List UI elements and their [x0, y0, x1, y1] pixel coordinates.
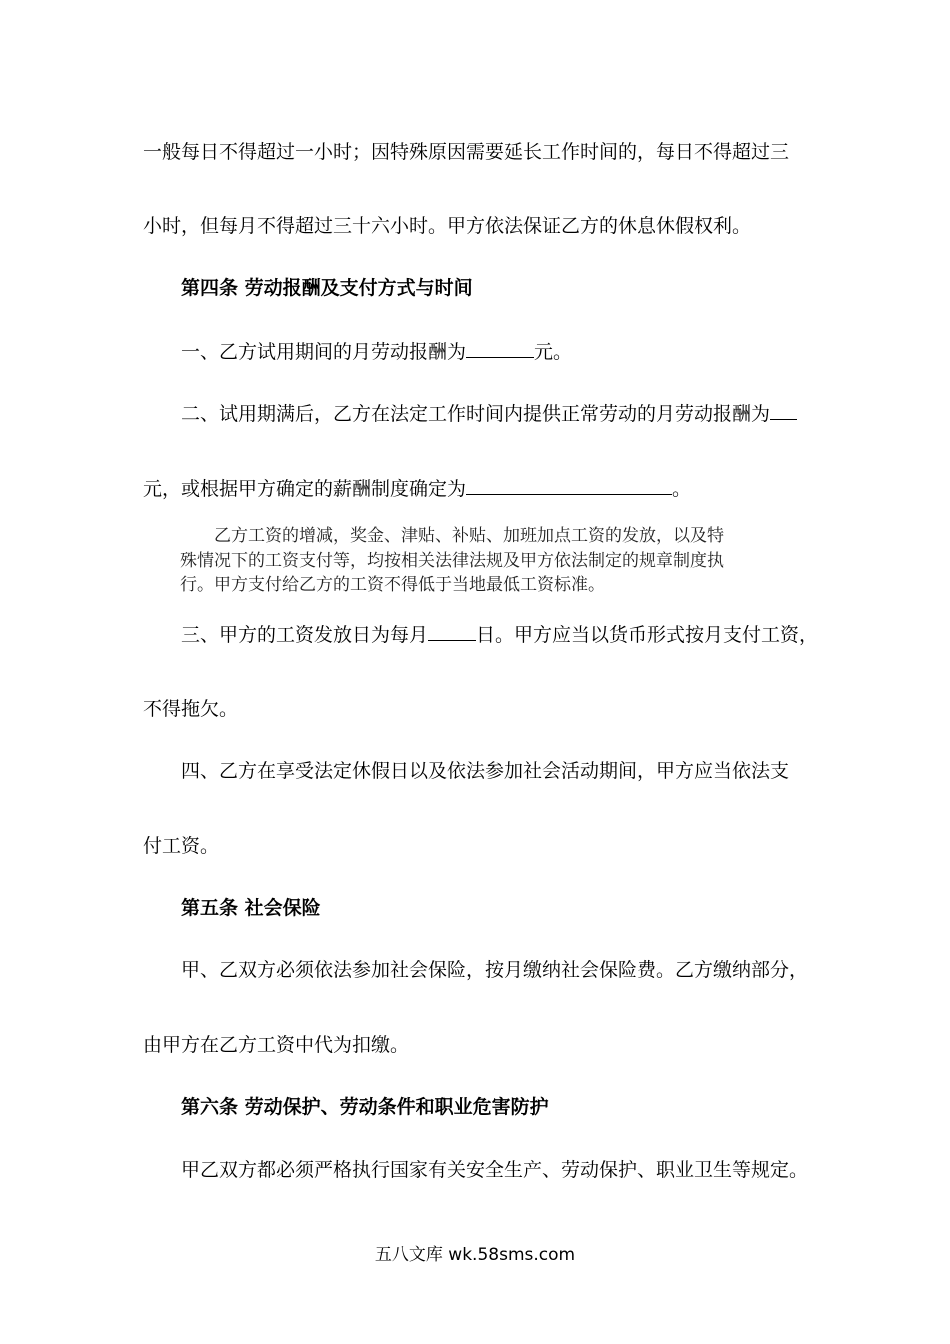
article-5-title: 第五条 社会保险	[181, 897, 321, 919]
clause-text: 日。甲方应当以货币形式按月支付工资，	[476, 624, 819, 646]
paragraph-line: 小时，但每月不得超过三十六小时。甲方依法保证乙方的休息休假权利。	[143, 215, 752, 237]
clause-text: 三、甲方的工资发放日为每月	[181, 624, 429, 646]
fill-in-blank	[466, 339, 534, 358]
article-6-title: 第六条 劳动保护、劳动条件和职业危害防护	[181, 1096, 549, 1118]
clause-4-3-cont: 不得拖欠。	[143, 698, 239, 720]
fill-in-blank	[466, 476, 672, 495]
fill-in-blank	[428, 622, 476, 641]
wage-note-line: 殊情况下的工资支付等，均按相关法律法规及甲方依法制定的规章制度执	[180, 550, 724, 571]
clause-text: 。	[672, 478, 692, 500]
clause-4-4-cont: 付工资。	[143, 835, 220, 857]
clause-4-1	[181, 339, 572, 364]
wage-note-line: 行。甲方支付给乙方的工资不得低于当地最低工资标准。	[180, 575, 605, 595]
clause-5-cont: 由甲方在乙方工资中代为扣缴。	[143, 1034, 410, 1056]
footer-watermark: 五八文库 wk.58sms.com	[374, 1245, 576, 1265]
article-4-title: 第四条 劳动报酬及支付方式与时间	[181, 277, 473, 299]
clause-4-2-cont	[143, 476, 691, 501]
clause-text: 一、乙方试用期间的月劳动报酬为	[181, 341, 467, 363]
clause-text: 二、试用期满后，乙方在法定工作时间内提供正常劳动的月劳动报酬为	[181, 403, 771, 425]
paragraph-line: 一般每日不得超过一小时；因特殊原因需要延长工作时间的，每日不得超过三	[143, 141, 790, 163]
clause-text: 元，或根据甲方确定的薪酬制度确定为	[143, 478, 467, 500]
clause-5: 甲、乙双方必须依法参加社会保险，按月缴纳社会保险费。乙方缴纳部分，	[181, 959, 809, 981]
wage-note-line: 乙方工资的增减，奖金、津贴、补贴、加班加点工资的发放，以及特	[214, 526, 724, 546]
clause-4-4: 四、乙方在享受法定休假日以及依法参加社会活动期间，甲方应当依法支	[181, 760, 790, 782]
clause-4-3	[181, 622, 818, 647]
clause-text: 元。	[534, 341, 573, 363]
clause-6: 甲乙双方都必须严格执行国家有关安全生产、劳动保护、职业卫生等规定。	[181, 1159, 809, 1181]
wage-note-paragraph	[180, 524, 800, 598]
fill-in-blank	[770, 401, 797, 420]
clause-4-2	[181, 401, 797, 426]
